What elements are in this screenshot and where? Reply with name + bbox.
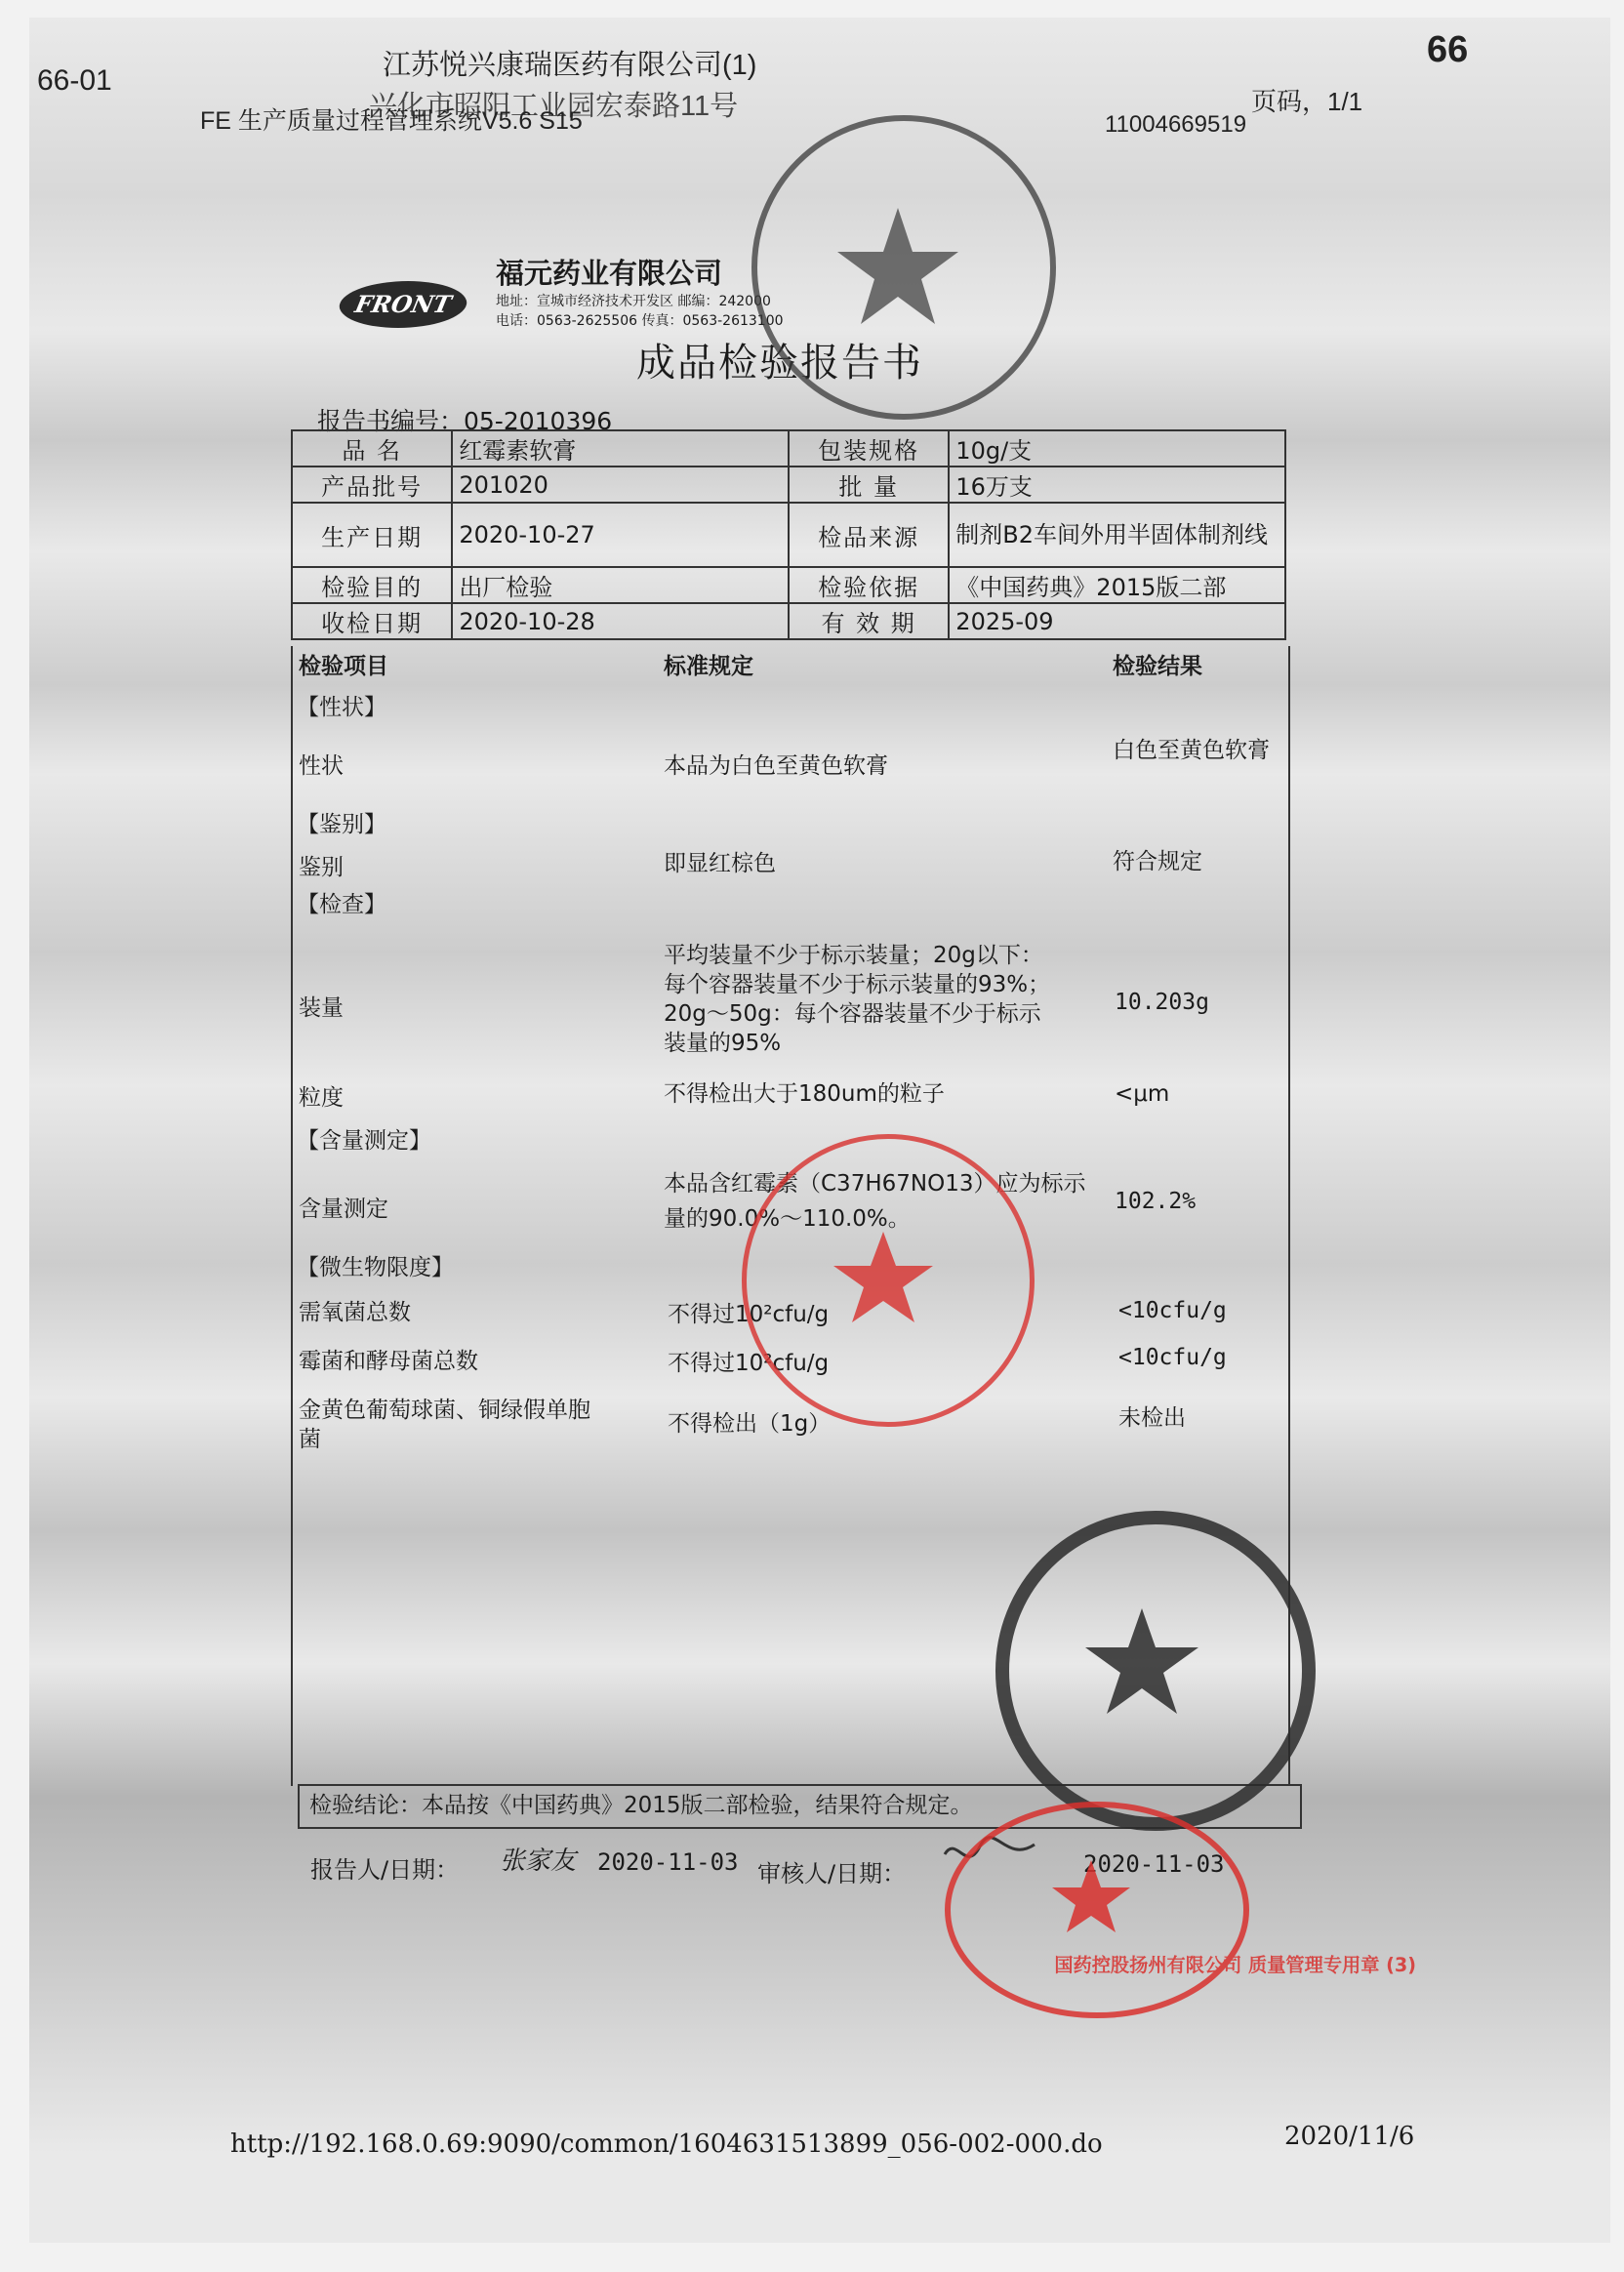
quality-seal bbox=[995, 1511, 1316, 1831]
value-production-date: 2020-10-27 bbox=[452, 503, 789, 567]
row-ident-standard: 即显红棕色 bbox=[664, 851, 776, 876]
row-character-result: 白色至黄色软膏 bbox=[1113, 738, 1270, 763]
page-number: 页码，1/1 bbox=[1251, 87, 1363, 116]
label-product-name: 品 名 bbox=[292, 430, 452, 467]
letterhead-company-name: 福元药业有限公司 bbox=[496, 257, 723, 290]
row-ident-result: 符合规定 bbox=[1113, 849, 1202, 874]
section-assay: 【含量测定】 bbox=[297, 1128, 431, 1154]
row-fill-result: 10.203g bbox=[1115, 990, 1209, 1015]
row-staph-item-1: 金黄色葡萄球菌、铜绿假单胞 bbox=[299, 1398, 590, 1423]
section-character: 【性状】 bbox=[297, 695, 386, 720]
report-title: 成品检验报告书 bbox=[636, 341, 923, 385]
label-purpose: 检验目的 bbox=[292, 567, 452, 603]
page-corner-number: 66 bbox=[1427, 29, 1469, 70]
reporter-signature: 张家友 bbox=[500, 1846, 577, 1876]
row-assay-standard-2: 量的90.0%～110.0%。 bbox=[664, 1206, 911, 1232]
row-fill-standard-1: 平均装量不少于标示装量；20g以下： bbox=[664, 943, 1043, 968]
header-company: 江苏悦兴康瑞医药有限公司(1) bbox=[383, 50, 757, 81]
row-particle-result: <μm bbox=[1115, 1081, 1170, 1107]
mid-stamp-text bbox=[766, 1266, 820, 1281]
red-stamp-text: 国药控股扬州有限公司 质量管理专用章 (3) bbox=[1054, 1954, 1417, 1976]
section-identification: 【鉴别】 bbox=[297, 812, 386, 837]
label-expiry: 有 效 期 bbox=[789, 603, 949, 639]
col-header-item: 检验项目 bbox=[299, 654, 388, 679]
row-mold-standard: 不得过10²cfu/g bbox=[668, 1351, 830, 1376]
report-date: 2020-11-03 bbox=[597, 1848, 739, 1876]
row-fill-standard-4: 装量的95% bbox=[664, 1031, 782, 1056]
report-number: 报告书编号：05-2010396 bbox=[317, 407, 613, 435]
reviewer-label: 审核人/日期： bbox=[757, 1860, 907, 1887]
footer-date: 2020/11/6 bbox=[1284, 2122, 1415, 2151]
star-icon bbox=[751, 115, 1044, 408]
value-batch-no: 201020 bbox=[452, 467, 789, 503]
row-mold-item: 霉菌和酵母菌总数 bbox=[299, 1349, 478, 1374]
row-mold-result: <10cfu/g bbox=[1118, 1345, 1227, 1370]
logo-text: FRONT bbox=[352, 290, 455, 318]
doc-number: 11004669519 bbox=[1105, 111, 1247, 138]
label-source: 检品来源 bbox=[789, 503, 949, 567]
row-ident-item: 鉴别 bbox=[299, 855, 344, 880]
inspection-stamp bbox=[742, 1134, 1035, 1427]
top-quality-stamp bbox=[751, 115, 1056, 420]
col-header-standard: 标准规定 bbox=[664, 654, 753, 679]
row-character-standard: 本品为白色至黄色软膏 bbox=[664, 753, 888, 779]
page-corner-label: 66-01 bbox=[37, 64, 112, 97]
row-particle-item: 粒度 bbox=[299, 1085, 344, 1111]
value-receive-date: 2020-10-28 bbox=[452, 603, 789, 639]
review-date: 2020-11-03 bbox=[1083, 1850, 1225, 1878]
row-fill-standard-2: 每个容器装量不少于标示装量的93%； bbox=[664, 972, 1051, 997]
row-staph-item-2: 菌 bbox=[299, 1427, 321, 1452]
label-batch-no: 产品批号 bbox=[292, 467, 452, 503]
row-fill-standard-3: 20g～50g：每个容器装量不少于标示 bbox=[664, 1001, 1041, 1027]
row-staph-standard: 不得检出（1g） bbox=[668, 1411, 832, 1437]
row-character-item: 性状 bbox=[299, 753, 344, 779]
label-production-date: 生产日期 bbox=[292, 503, 452, 567]
header-system: FE 生产质量过程管理系统V5.6 S15 bbox=[200, 107, 583, 135]
value-batch-size: 16万支 bbox=[949, 467, 1285, 503]
value-purpose: 出厂检验 bbox=[452, 567, 789, 603]
value-basis: 《中国药典》2015版二部 bbox=[949, 567, 1285, 603]
company-logo bbox=[335, 281, 471, 328]
big-stamp-text bbox=[1038, 1651, 1182, 1667]
footer-url: http://192.168.0.69:9090/common/1604631513899_056-002-000.do bbox=[230, 2130, 1103, 2159]
label-basis: 检验依据 bbox=[789, 567, 949, 603]
row-assay-item: 含量测定 bbox=[299, 1197, 388, 1222]
label-package: 包装规格 bbox=[789, 430, 949, 467]
label-batch-size: 批 量 bbox=[789, 467, 949, 503]
label-receive-date: 收检日期 bbox=[292, 603, 452, 639]
row-aerobic-item: 需氧菌总数 bbox=[299, 1300, 411, 1325]
row-aerobic-standard: 不得过10²cfu/g bbox=[668, 1302, 830, 1327]
section-microbial: 【微生物限度】 bbox=[297, 1255, 454, 1280]
section-inspection: 【检查】 bbox=[297, 892, 386, 917]
letterhead-phone: 电话：0563-2625506 传真：0563-2613100 bbox=[496, 313, 784, 329]
row-particle-standard: 不得检出大于180um的粒子 bbox=[664, 1081, 945, 1107]
row-assay-result: 102.2% bbox=[1115, 1189, 1197, 1214]
value-expiry: 2025-09 bbox=[949, 603, 1285, 639]
row-assay-standard-1: 本品含红霉素（C37H67NO13）应为标示 bbox=[664, 1171, 1086, 1197]
conclusion-line: 检验结论：本品按《中国药典》2015版二部检验，结果符合规定。 bbox=[298, 1784, 1302, 1829]
row-aerobic-result: <10cfu/g bbox=[1118, 1298, 1227, 1323]
reporter-label: 报告人/日期： bbox=[310, 1856, 460, 1884]
row-staph-result: 未检出 bbox=[1118, 1405, 1186, 1431]
top-stamp-text bbox=[796, 129, 940, 144]
value-product-name: 红霉素软膏 bbox=[452, 430, 789, 467]
value-package: 10g/支 bbox=[949, 430, 1285, 467]
header-address: 兴化市昭阳工业园宏泰路11号 bbox=[369, 91, 739, 122]
product-info-table bbox=[291, 429, 1286, 640]
value-source: 制剂B2车间外用半固体制剂线 bbox=[949, 503, 1285, 567]
col-header-result: 检验结果 bbox=[1113, 654, 1202, 679]
row-fill-item: 装量 bbox=[299, 995, 344, 1021]
letterhead-address: 地址：宣城市经济技术开发区 邮编：242000 bbox=[496, 294, 771, 309]
distributor-stamp bbox=[945, 1802, 1417, 2018]
